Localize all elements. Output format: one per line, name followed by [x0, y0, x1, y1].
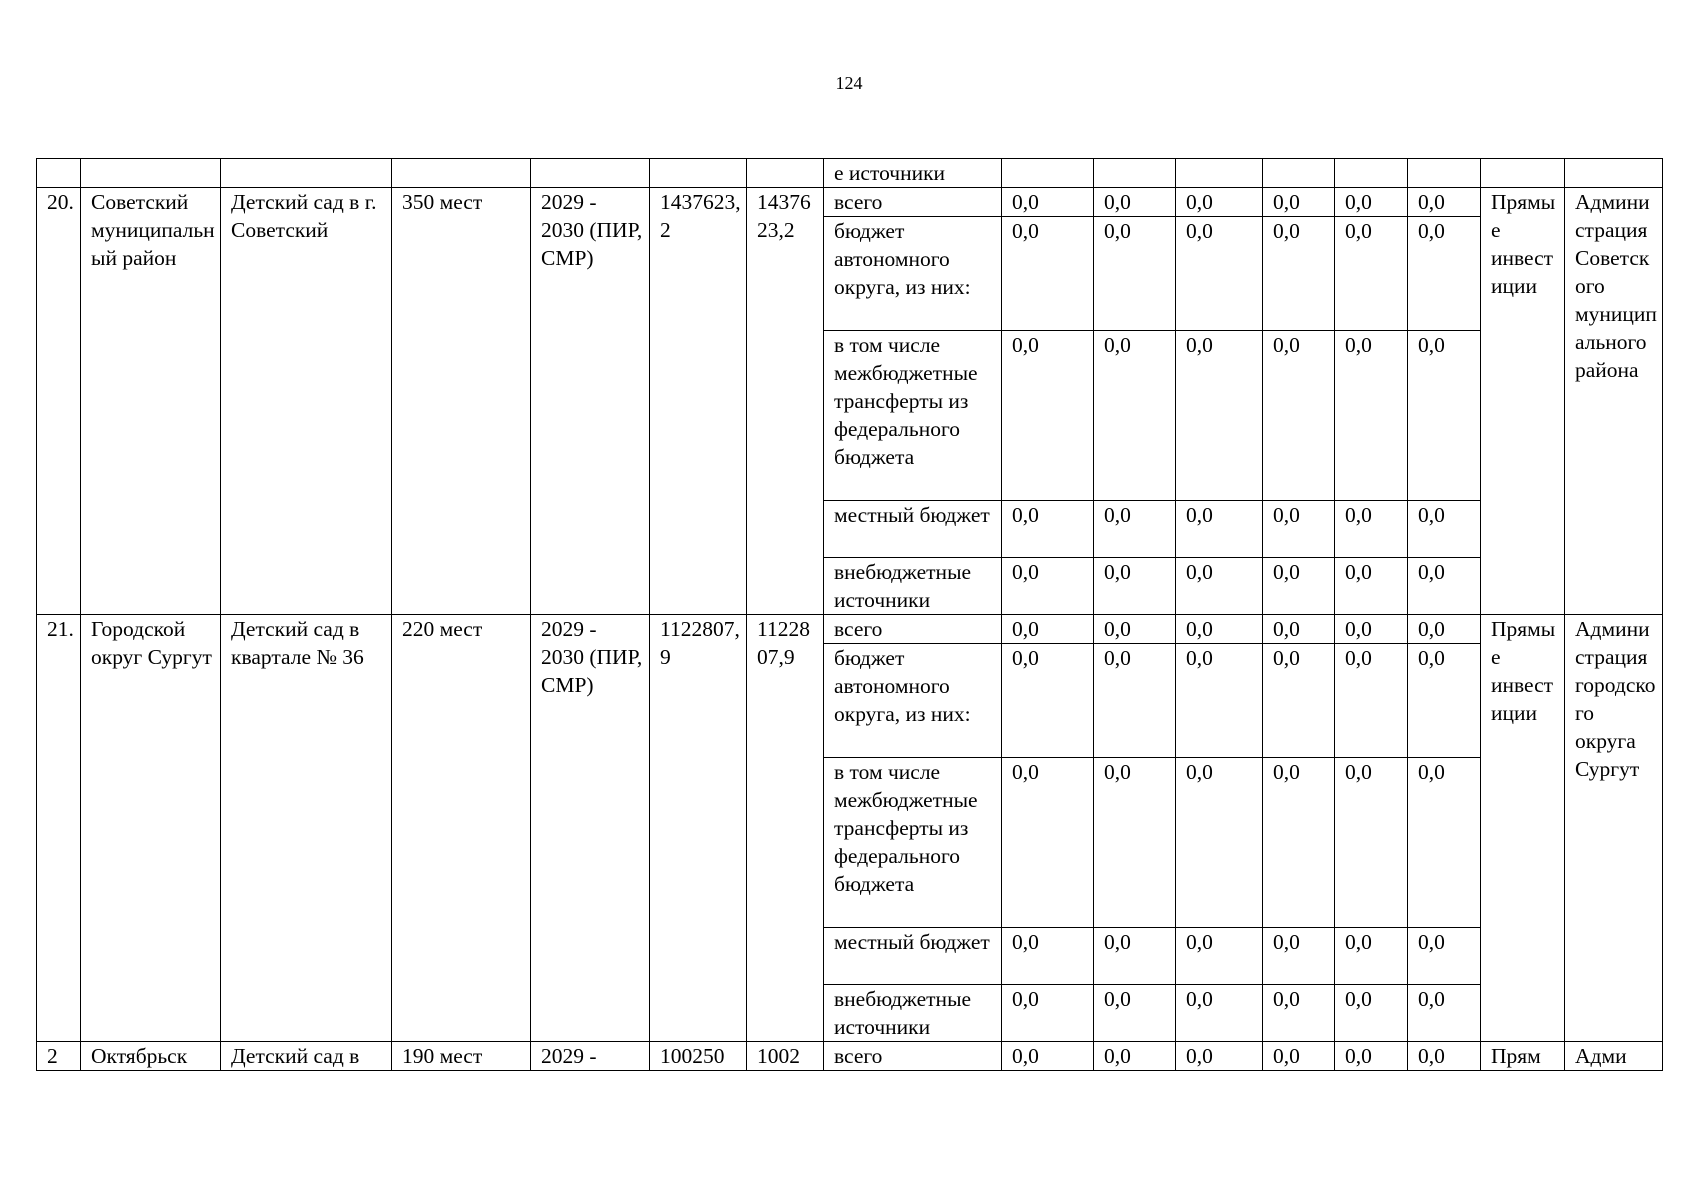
source-name: е источники	[824, 159, 1002, 188]
value-cell: 0,0	[1176, 928, 1263, 985]
value-cell: 0,0	[1408, 558, 1481, 615]
cell-municipality: Октябрьск	[81, 1042, 221, 1071]
table-row-continuation	[37, 159, 1663, 188]
value-cell: 0,0	[1002, 928, 1094, 985]
cell-object: Детский сад в	[221, 1042, 392, 1071]
value-cell: 0,0	[1176, 188, 1263, 217]
value-cell: 0,0	[1002, 501, 1094, 558]
value-cell: 0,0	[1094, 217, 1176, 331]
value-cell: 0,0	[1002, 644, 1094, 758]
source-name: всего	[824, 188, 1002, 217]
source-name: в том числе межбюджетные трансферты из федерального бюджета	[824, 331, 1002, 501]
value-cell: 0,0	[1335, 501, 1408, 558]
value-cell: 0,0	[1335, 928, 1408, 985]
value-cell: 0,0	[1335, 985, 1408, 1042]
value-cell: 0,0	[1094, 501, 1176, 558]
value-cell: 0,0	[1408, 758, 1481, 928]
value-cell: 0,0	[1176, 217, 1263, 331]
value-cell: 0,0	[1263, 615, 1335, 644]
value-cell: 0,0	[1335, 758, 1408, 928]
value-cell: 0,0	[1335, 1042, 1408, 1071]
municipality: Городской округ Сургут	[81, 615, 221, 1042]
source-name: внебюджетные источники	[824, 985, 1002, 1042]
municipality: Советский муниципальный район	[81, 188, 221, 615]
table-row	[37, 615, 1663, 644]
cost-remaining: 1437623,2	[747, 188, 824, 615]
value-cell: 0,0	[1408, 985, 1481, 1042]
table-row	[37, 188, 1663, 217]
source-name: внебюджетные источники	[824, 558, 1002, 615]
object-name: Детский сад в квартале № 36	[221, 615, 392, 1042]
value-cell: 0,0	[1176, 644, 1263, 758]
value-cell: 0,0	[1263, 331, 1335, 501]
value-cell: 0,0	[1263, 644, 1335, 758]
source-name: бюджет автономного округа, из них:	[824, 217, 1002, 331]
project-number: 21.	[37, 615, 81, 1042]
project-number: 20.	[37, 188, 81, 615]
value-cell: 0,0	[1094, 615, 1176, 644]
value-cell: 0,0	[1263, 217, 1335, 331]
value-cell: 0,0	[1176, 1042, 1263, 1071]
value-cell: 0,0	[1094, 644, 1176, 758]
value-cell: 0,0	[1408, 331, 1481, 501]
value-cell: 0,0	[1176, 615, 1263, 644]
value-cell: 0,0	[1002, 615, 1094, 644]
source-name: местный бюджет	[824, 501, 1002, 558]
value-cell: 0,0	[1002, 217, 1094, 331]
period: 2029 - 2030 (ПИР, СМР)	[531, 188, 650, 615]
source-name: местный бюджет	[824, 928, 1002, 985]
cost-total: 1437623,2	[650, 188, 747, 615]
page-number: 124	[835, 73, 863, 93]
value-cell: 0,0	[1263, 501, 1335, 558]
value-cell: 0,0	[1176, 558, 1263, 615]
table-body	[37, 159, 1663, 1071]
period: 2029 - 2030 (ПИР, СМР)	[531, 615, 650, 1042]
responsible-party: Администрация Советского муниципального района	[1565, 188, 1663, 615]
responsible-party: Адми	[1565, 1042, 1663, 1071]
value-cell: 0,0	[1176, 758, 1263, 928]
value-cell: 0,0	[1408, 501, 1481, 558]
value-cell: 0,0	[1408, 217, 1481, 331]
object-name: Детский сад в г. Советский	[221, 188, 392, 615]
value-cell: 0,0	[1335, 558, 1408, 615]
investment-form: Прямые инвестиции	[1481, 188, 1565, 615]
value-cell: 0,0	[1002, 758, 1094, 928]
table-row-partial	[37, 1042, 1663, 1071]
cell-cost-remaining: 1002	[747, 1042, 824, 1071]
source-name: всего	[824, 615, 1002, 644]
value-cell: 0,0	[1408, 188, 1481, 217]
capacity: 350 мест	[392, 188, 531, 615]
value-cell: 0,0	[1263, 758, 1335, 928]
value-cell: 0,0	[1094, 928, 1176, 985]
value-cell: 0,0	[1335, 644, 1408, 758]
value-cell: 0,0	[1335, 188, 1408, 217]
cost-total: 1122807,9	[650, 615, 747, 1042]
cell-source: всего	[824, 1042, 1002, 1071]
value-cell: 0,0	[1002, 558, 1094, 615]
value-cell: 0,0	[1094, 331, 1176, 501]
value-cell: 0,0	[1408, 928, 1481, 985]
value-cell: 0,0	[1263, 188, 1335, 217]
value-cell: 0,0	[1176, 331, 1263, 501]
cell-cost-total: 100250	[650, 1042, 747, 1071]
capacity: 220 мест	[392, 615, 531, 1042]
source-name: в том числе межбюджетные трансферты из федерального бюджета	[824, 758, 1002, 928]
value-cell: 0,0	[1094, 758, 1176, 928]
investment-table	[36, 158, 1663, 1071]
value-cell: 0,0	[1002, 985, 1094, 1042]
value-cell: 0,0	[1002, 331, 1094, 501]
value-cell: 0,0	[1002, 188, 1094, 217]
value-cell: 0,0	[1176, 501, 1263, 558]
value-cell: 0,0	[1263, 928, 1335, 985]
value-cell: 0,0	[1263, 1042, 1335, 1071]
value-cell: 0,0	[1263, 558, 1335, 615]
value-cell: 0,0	[1094, 188, 1176, 217]
value-cell: 0,0	[1002, 1042, 1094, 1071]
cell-period: 2029 -	[531, 1042, 650, 1071]
value-cell: 0,0	[1408, 1042, 1481, 1071]
investment-form: Прям	[1481, 1042, 1565, 1071]
value-cell: 0,0	[1094, 558, 1176, 615]
value-cell: 0,0	[1176, 985, 1263, 1042]
source-name: бюджет автономного округа, из них:	[824, 644, 1002, 758]
value-cell: 0,0	[1263, 985, 1335, 1042]
cell-capacity: 190 мест	[392, 1042, 531, 1071]
value-cell: 0,0	[1335, 331, 1408, 501]
investment-form: Прямые инвестиции	[1481, 615, 1565, 1042]
value-cell: 0,0	[1094, 985, 1176, 1042]
responsible-party: Администрация городского округа Сургут	[1565, 615, 1663, 1042]
cell-num: 2	[37, 1042, 81, 1071]
value-cell: 0,0	[1408, 615, 1481, 644]
value-cell: 0,0	[1094, 1042, 1176, 1071]
value-cell: 0,0	[1335, 217, 1408, 331]
value-cell: 0,0	[1335, 615, 1408, 644]
cost-remaining: 1122807,9	[747, 615, 824, 1042]
value-cell: 0,0	[1408, 644, 1481, 758]
